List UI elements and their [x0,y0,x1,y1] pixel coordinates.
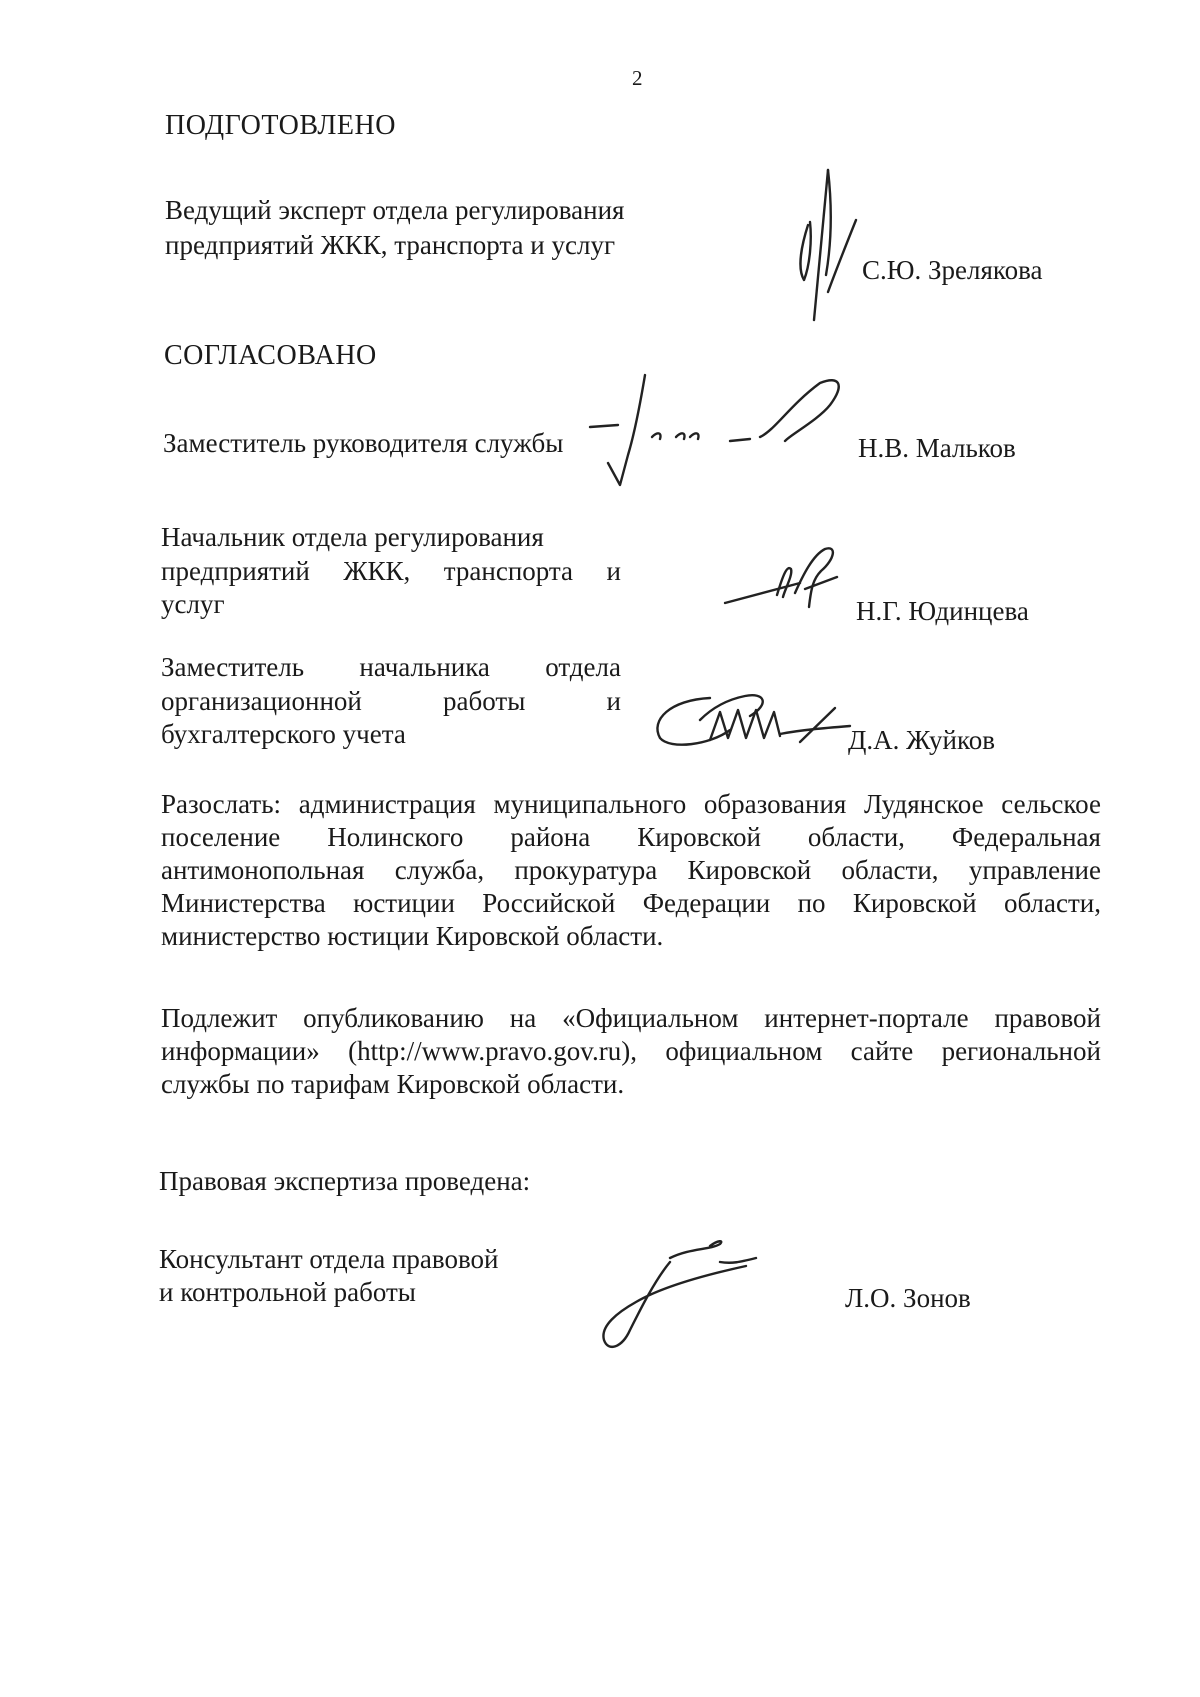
text-word: информации» [161,1036,320,1066]
text-word: области, [807,822,905,852]
text-word: Кировской [637,822,761,852]
text-word: Нолинского [327,822,464,852]
agreed-position-2-line-1 [161,522,544,553]
text-word: организационной [161,686,362,716]
text-word: антимонопольная [161,855,365,885]
text-word: транспорта [443,556,574,586]
text-word: отдела [545,652,621,682]
legal-review-position-line-1: Консультант отдела правовой [159,1244,499,1274]
text-word: Министерства [161,888,326,918]
text-word: предприятий [161,556,310,586]
text-word: Кировской [687,855,812,885]
text-word: сельское [1001,789,1101,819]
text-word: работы [443,686,526,716]
text-word: юстиции [353,888,455,918]
text-word: и [606,556,621,586]
signature-zrelyakova [798,170,858,330]
prepared-position-line-1: Ведущий эксперт отдела регулирования [165,195,625,225]
text-word: сайте [850,1036,914,1066]
publication-line-3 [161,1068,1101,1101]
agreed-position-2-line-3 [161,589,225,620]
text-word: администрация [298,789,476,819]
prepared-heading: ПОДГОТОВЛЕНО [165,110,396,141]
agreed-name-3: Д.А. Жуйков [848,725,995,755]
text-word: Подлежит [161,1003,278,1033]
text-word: Федеральная [951,822,1101,852]
agreed-heading: СОГЛАСОВАНО [164,340,377,371]
page-number: 2 [632,66,643,90]
text-word: ЖКК, [343,556,411,586]
text-word: Разослать: [161,789,282,819]
agreed-name-2: Н.Г. Юдинцева [856,596,1029,626]
text-word: прокуратура [514,855,658,885]
agreed-name-1: Н.В. Мальков [858,433,1016,463]
text-word: Заместитель [161,652,305,682]
text-word: услуг [161,589,225,619]
text-word: образования [703,789,847,819]
agreed-position-1: Заместитель руководителя службы [163,428,564,458]
text-word: «Официальном [562,1003,739,1033]
text-word: правовой [994,1003,1101,1033]
text-word: интернет-портале [764,1003,969,1033]
text-word: области, [1003,888,1101,918]
text-word: опубликованию [303,1003,484,1033]
text-word: и [606,686,621,716]
text-word: Начальник отдела регулирования [161,522,544,552]
publication-line-2 [161,1035,1101,1068]
distribution-line-4 [161,887,1101,920]
signature-malkov [590,375,870,495]
text-word: Российской [482,888,616,918]
text-word: по [797,888,826,918]
text-word: Лудянское [864,789,984,819]
publication-paragraph [161,1002,1101,1101]
agreed-position-2-line-2 [161,556,621,587]
text-word: министерство юстиции Кировской области. [161,921,664,951]
text-word: службы по тарифам Кировской области. [161,1069,625,1099]
text-word: Федерации [642,888,771,918]
signature-zhuykov [650,690,870,760]
signature-zonov [600,1240,760,1360]
text-word: (http://www.pravo.gov.ru), [348,1036,638,1066]
text-word: официальном [665,1036,823,1066]
text-word: бухгалтерского учета [161,719,406,749]
text-word: начальника [359,652,490,682]
text-word: на [509,1003,537,1033]
text-word: района [510,822,591,852]
text-word: области, [841,855,939,885]
legal-review-name: Л.О. Зонов [845,1283,971,1313]
distribution-line-5 [161,920,1101,953]
text-word: муниципального [493,789,687,819]
agreed-position-3-line-3 [161,719,406,750]
text-word: региональной [941,1036,1101,1066]
distribution-line-2 [161,821,1101,854]
legal-review-position-line-2: и контрольной работы [159,1277,416,1307]
agreed-position-3-line-1 [161,652,621,683]
distribution-paragraph [161,788,1101,953]
publication-line-1 [161,1002,1101,1035]
text-word: поселение [161,822,281,852]
text-word: управление [968,855,1101,885]
agreed-position-3-line-2 [161,686,621,717]
text-word: Кировской [852,888,977,918]
prepared-name: С.Ю. Зрелякова [862,255,1043,285]
text-word: служба, [394,855,485,885]
signature-yudintseva [725,545,845,625]
distribution-line-1 [161,788,1101,821]
distribution-line-3 [161,854,1101,887]
prepared-position-line-2: предприятий ЖКК, транспорта и услуг [165,230,616,260]
legal-review-statement: Правовая экспертиза проведена: [159,1166,531,1196]
